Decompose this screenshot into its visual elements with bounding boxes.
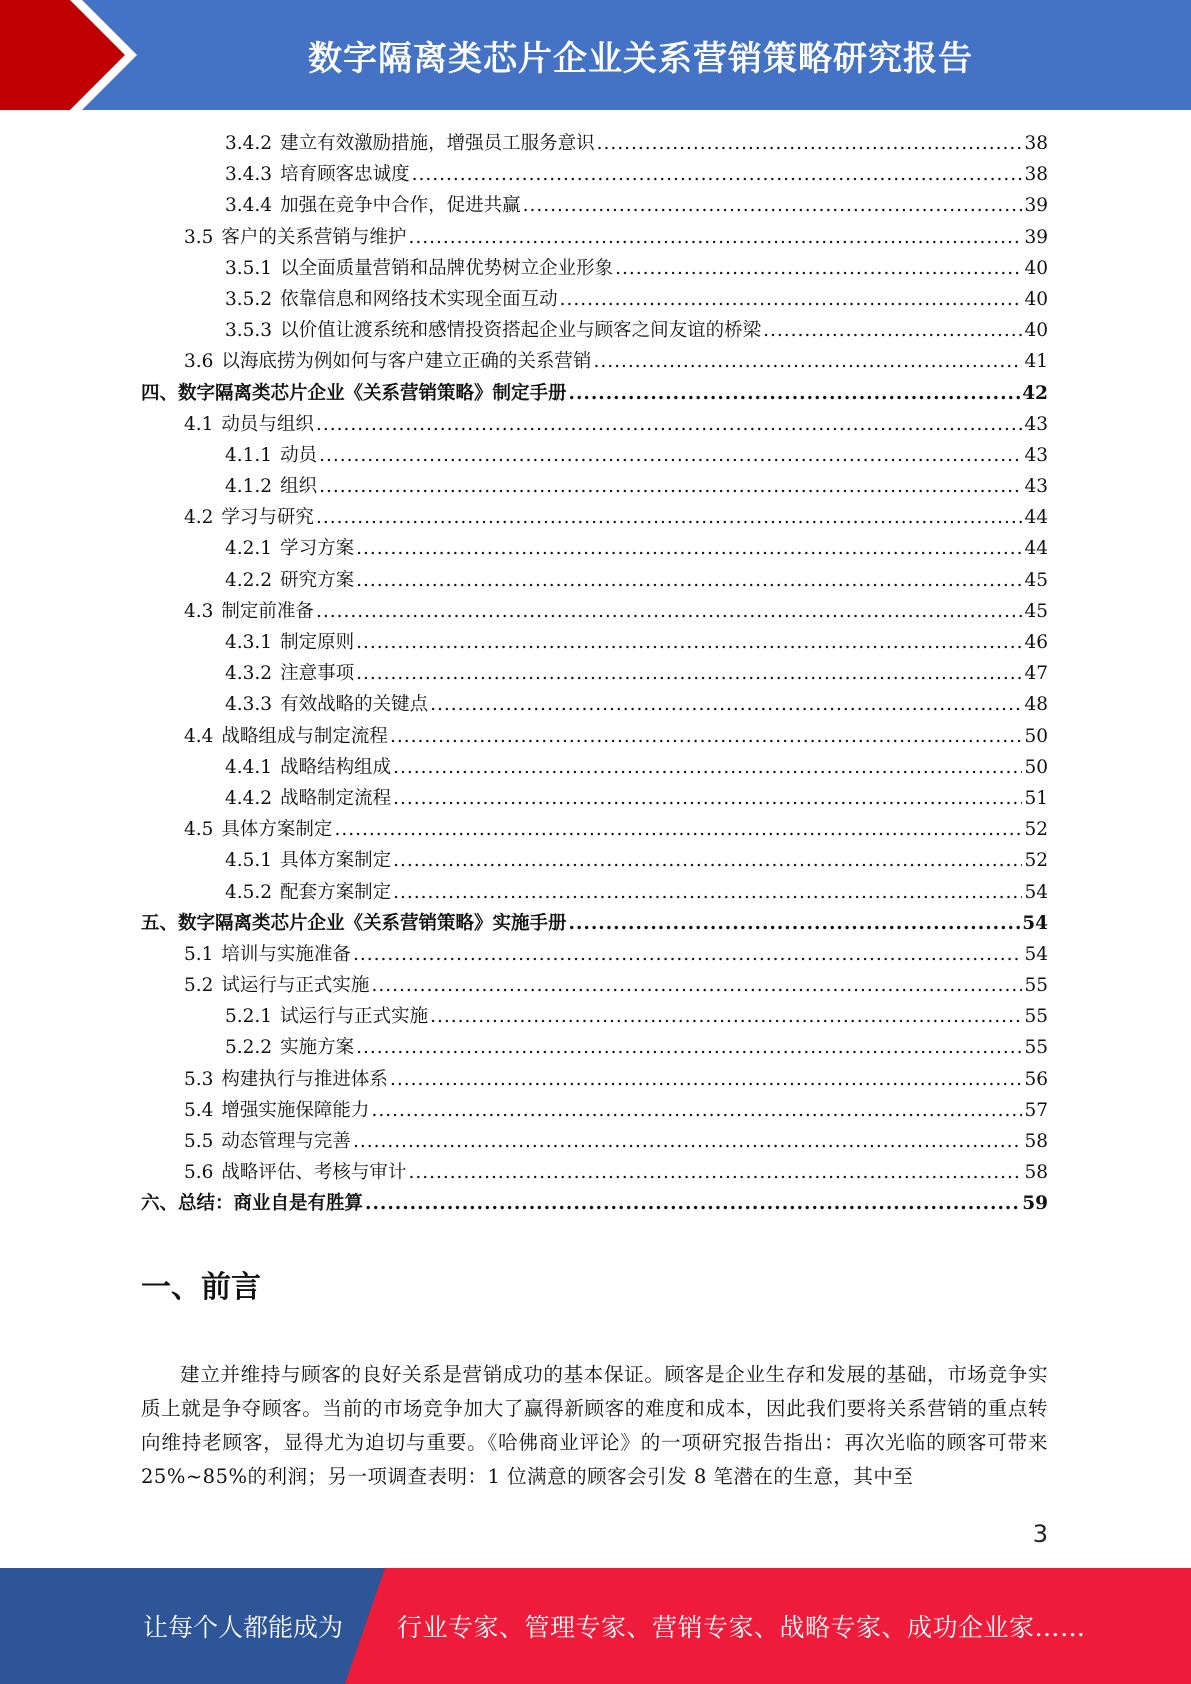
toc-entry-number: 3.4.2 (225, 133, 273, 154)
toc-dot-leader (615, 253, 1022, 284)
toc-entry-page: 41 (1024, 351, 1048, 373)
toc-entry[interactable] (141, 877, 1048, 908)
toc-entry-page: 39 (1024, 195, 1048, 217)
toc-entry-page: 46 (1024, 632, 1048, 653)
toc-dot-leader (353, 1126, 1023, 1157)
toc-entry-title: 加强在竞争中合作，促进共赢 (280, 195, 521, 217)
toc-entry-title: 学习方案 (280, 538, 355, 560)
toc-entry-title: 增强实施保障能力 (221, 1099, 370, 1121)
toc-entry-page: 58 (1024, 1131, 1048, 1152)
toc-entry-title: 动员与组织 (221, 413, 314, 435)
toc-dot-leader (390, 721, 1023, 752)
toc-entry-title: 培育顾客忠诚度 (280, 164, 410, 186)
toc-entry-number: 4.3 (184, 600, 214, 622)
toc-entry-number: 4.1.1 (225, 444, 273, 466)
toc-entry-title: 试运行与正式实施 (280, 1006, 429, 1028)
toc-entry[interactable] (141, 409, 1048, 440)
toc-entry[interactable] (141, 939, 1048, 970)
toc-entry-title: 构建执行与推进体系 (221, 1068, 388, 1090)
toc-entry-page: 43 (1024, 413, 1048, 435)
toc-entry[interactable] (141, 1188, 1048, 1219)
toc-dot-leader (356, 1032, 1022, 1063)
toc-entry-number: 4.4 (184, 725, 214, 747)
toc-dot-leader (316, 502, 1023, 533)
toc-entry[interactable] (141, 1126, 1048, 1157)
toc-entry[interactable] (141, 1001, 1048, 1032)
toc-entry-number: 4.1 (184, 413, 214, 435)
toc-dot-leader (597, 128, 1023, 159)
toc-entry[interactable] (141, 752, 1048, 783)
toc-entry-number: 4.2.2 (225, 569, 273, 591)
toc-entry[interactable] (141, 315, 1048, 346)
toc-dot-leader (356, 658, 1022, 689)
page-footer (0, 1568, 1191, 1684)
toc-entry[interactable] (141, 627, 1048, 658)
toc-entry-number: 5.3 (184, 1068, 214, 1090)
toc-entry-page: 44 (1024, 538, 1048, 560)
toc-entry[interactable] (141, 471, 1048, 502)
toc-entry-title: 战略结构组成 (280, 756, 392, 778)
toc-entry-number: 4.3.2 (225, 663, 273, 685)
toc-entry-title: 研究方案 (280, 569, 355, 591)
toc-dot-leader (430, 689, 1022, 720)
toc-entry-page: 43 (1024, 444, 1048, 466)
toc-entry[interactable] (141, 159, 1048, 190)
toc-entry[interactable] (141, 128, 1048, 159)
toc-entry-number: 3.4.3 (225, 164, 273, 186)
toc-dot-leader (763, 315, 1022, 346)
toc-dot-leader (408, 222, 1022, 253)
page-number: 3 (1032, 1520, 1048, 1548)
toc-entry-number: 4.5.2 (225, 881, 273, 903)
toc-entry-page: 50 (1024, 725, 1048, 747)
toc-entry[interactable] (141, 970, 1048, 1001)
toc-entry-page: 40 (1024, 320, 1048, 342)
toc-entry-number: 3.5.1 (225, 257, 273, 279)
header-chevron-graphic (0, 0, 160, 110)
toc-entry[interactable] (141, 565, 1048, 596)
toc-entry-page: 56 (1024, 1068, 1048, 1090)
toc-entry[interactable] (141, 689, 1048, 720)
toc-entry[interactable] (141, 440, 1048, 471)
toc-entry-page: 45 (1024, 600, 1048, 622)
toc-dot-leader (560, 284, 1023, 315)
toc-entry-page: 52 (1024, 819, 1048, 841)
body-paragraph: 建立并维持与顾客的良好关系是营销成功的基本保证。顾客是企业生存和发展的基础，市场竞争实质上就是争夺顾客。当前的市场竞争加大了赢得新顾客的难度和成本，因此我们要将关系营销的重点转向维持老顾客，显得尤为迫切与重要。《哈佛商业评论》的一项研究报告指出：再次光临的顾客可带来 25%~85%的利润；另一项调查表明：1 位满意的顾客会引发 8 笔潜在的生意，其中至 (141, 1363, 1048, 1488)
toc-dot-leader (365, 1188, 1020, 1219)
toc-entry[interactable] (141, 502, 1048, 533)
toc-entry-number: 5.2 (184, 975, 214, 997)
toc-dot-leader (393, 845, 1022, 876)
toc-entry-page: 47 (1024, 663, 1048, 685)
toc-entry-number: 4.3.3 (225, 694, 273, 716)
toc-entry-title: 战略评估、考核与审计 (221, 1162, 407, 1184)
toc-entry-number: 4.2 (184, 507, 214, 529)
toc-entry[interactable] (141, 346, 1048, 377)
toc-entry-title: 试运行与正式实施 (221, 975, 370, 997)
toc-entry-page: 48 (1024, 694, 1048, 716)
toc-entry-number: 5.1 (184, 943, 214, 965)
toc-dot-leader (569, 378, 1021, 409)
toc-entry[interactable] (141, 658, 1048, 689)
toc-entry-number: 5.6 (184, 1162, 214, 1184)
toc-entry-page: 45 (1024, 569, 1048, 591)
toc-entry-page: 44 (1024, 507, 1048, 529)
toc-entry-page: 59 (1022, 1193, 1048, 1215)
toc-dot-leader (371, 1095, 1022, 1126)
toc-entry-page: 54 (1022, 912, 1048, 934)
toc-entry-number: 4.3.1 (225, 632, 273, 653)
toc-entry[interactable] (141, 533, 1048, 564)
footer-slogan-right: 行业专家、管理专家、营销专家、战略专家、成功企业家…… (397, 1613, 1086, 1642)
toc-entry-page: 40 (1024, 257, 1048, 279)
toc-entry-page: 38 (1024, 133, 1048, 154)
toc-dot-leader (316, 596, 1023, 627)
toc-entry-title: 制定前准备 (221, 600, 314, 622)
toc-dot-leader (371, 970, 1022, 1001)
toc-entry-page: 39 (1024, 226, 1048, 248)
toc-entry-page: 40 (1024, 288, 1048, 310)
toc-entry-number: 4.4.2 (225, 787, 273, 809)
toc-entry[interactable] (141, 284, 1048, 315)
toc-dot-leader (334, 814, 1022, 845)
toc-entry-page: 51 (1024, 787, 1048, 809)
toc-entry[interactable] (141, 814, 1048, 845)
toc-entry-title: 具体方案制定 (221, 819, 333, 841)
toc-entry-title: 以全面质量营销和品牌优势树立企业形象 (280, 257, 614, 279)
page-header (0, 0, 1191, 110)
toc-dot-leader (408, 1157, 1022, 1188)
toc-dot-leader (393, 877, 1022, 908)
toc-entry-number: 4.5 (184, 819, 214, 841)
toc-entry-page: 38 (1024, 164, 1048, 186)
toc-entry[interactable] (141, 1032, 1048, 1063)
toc-dot-leader (569, 908, 1021, 939)
toc-entry-page: 54 (1024, 881, 1048, 903)
toc-entry-page: 57 (1024, 1099, 1048, 1121)
toc-entry[interactable] (141, 1157, 1048, 1188)
toc-entry-number: 4.1.2 (225, 476, 273, 498)
toc-dot-leader (393, 783, 1022, 814)
toc-entry-title: 具体方案制定 (280, 850, 392, 872)
toc-entry-number: 5.5 (184, 1131, 214, 1152)
toc-entry-title: 学习与研究 (221, 507, 314, 529)
toc-entry-number: 5.4 (184, 1099, 214, 1121)
toc-dot-leader (356, 565, 1022, 596)
toc-entry-title: 注意事项 (280, 663, 355, 685)
report-title: 数字隔离类芯片企业关系营销策略研究报告 (308, 38, 973, 79)
toc-entry-page: 58 (1024, 1162, 1048, 1184)
footer-slogan-left: 让每个人都能成为 (143, 1613, 344, 1642)
toc-entry-number: 5.2.2 (225, 1037, 273, 1059)
toc-dot-leader (316, 409, 1023, 440)
toc-entry[interactable] (141, 721, 1048, 752)
toc-entry-page: 54 (1024, 943, 1048, 965)
toc-dot-leader (319, 471, 1022, 502)
toc-entry-number: 4.4.1 (225, 756, 273, 778)
section-heading: 一、前言 (141, 1270, 261, 1305)
toc-entry-page: 55 (1024, 1037, 1048, 1059)
table-of-contents (141, 128, 1048, 1220)
toc-entry-number: 5.2.1 (225, 1006, 273, 1028)
toc-entry-title: 依靠信息和网络技术实现全面互动 (280, 288, 558, 310)
toc-entry-number: 4.2.1 (225, 538, 273, 560)
toc-entry-number: 3.5.2 (225, 288, 273, 310)
toc-entry-title: 战略组成与制定流程 (221, 725, 388, 747)
toc-entry-title: 动态管理与完善 (221, 1131, 351, 1152)
toc-entry-title: 有效战略的关键点 (280, 694, 429, 716)
toc-entry-number: 3.5.3 (225, 320, 273, 342)
toc-entry-page: 50 (1024, 756, 1048, 778)
toc-entry-number: 3.4.4 (225, 195, 273, 217)
toc-entry[interactable] (141, 596, 1048, 627)
toc-dot-leader (393, 752, 1022, 783)
toc-entry[interactable] (141, 845, 1048, 876)
toc-entry[interactable] (141, 1095, 1048, 1126)
toc-entry-title: 以海底捞为例如何与客户建立正确的关系营销 (221, 351, 592, 373)
toc-entry-title: 实施方案 (280, 1037, 355, 1059)
toc-entry[interactable] (141, 253, 1048, 284)
toc-entry-page: 42 (1022, 382, 1048, 404)
toc-entry-page: 55 (1024, 1006, 1048, 1028)
toc-entry-title: 培训与实施准备 (221, 943, 351, 965)
toc-entry-title: 四、数字隔离类芯片企业《关系营销策略》制定手册 (141, 382, 567, 404)
toc-entry-title: 以价值让渡系统和感情投资搭起企业与顾客之间友谊的桥梁 (280, 320, 762, 342)
toc-dot-leader (593, 346, 1022, 377)
toc-entry[interactable] (141, 908, 1048, 939)
toc-entry-title: 六、总结：商业自是有胜算 (141, 1193, 364, 1215)
toc-dot-leader (430, 1001, 1022, 1032)
toc-dot-leader (356, 533, 1022, 564)
toc-dot-leader (390, 1064, 1023, 1095)
toc-entry-number: 4.5.1 (225, 850, 273, 872)
toc-entry-number: 3.5 (184, 226, 214, 248)
toc-dot-leader (412, 159, 1023, 190)
toc-dot-leader (356, 627, 1022, 658)
toc-entry-title: 客户的关系营销与维护 (221, 226, 407, 248)
toc-dot-leader (353, 939, 1023, 970)
toc-entry-title: 建立有效激励措施，增强员工服务意识 (280, 133, 595, 154)
toc-entry[interactable] (141, 783, 1048, 814)
toc-entry-title: 五、数字隔离类芯片企业《关系营销策略》实施手册 (141, 912, 567, 934)
toc-dot-leader (523, 190, 1023, 221)
toc-entry[interactable] (141, 222, 1048, 253)
toc-entry-title: 战略制定流程 (280, 787, 392, 809)
toc-entry-title: 动员 (280, 444, 318, 466)
toc-entry-title: 配套方案制定 (280, 881, 392, 903)
toc-dot-leader (319, 440, 1022, 471)
toc-entry[interactable] (141, 1064, 1048, 1095)
toc-entry[interactable] (141, 378, 1048, 409)
toc-entry-page: 52 (1024, 850, 1048, 872)
toc-entry-number: 3.6 (184, 351, 214, 373)
toc-entry-page: 55 (1024, 975, 1048, 997)
toc-entry-page: 43 (1024, 476, 1048, 498)
toc-entry[interactable] (141, 190, 1048, 221)
toc-entry-title: 组织 (280, 476, 318, 498)
toc-entry-title: 制定原则 (280, 632, 355, 653)
